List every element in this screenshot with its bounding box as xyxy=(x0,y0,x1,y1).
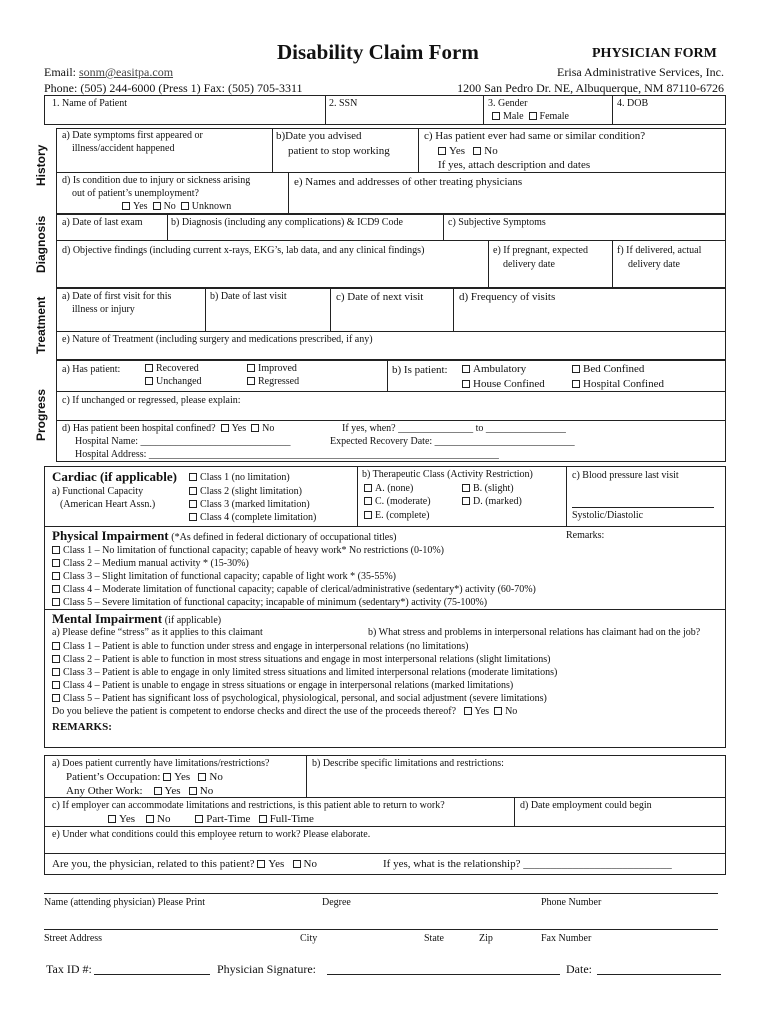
history-d-label: d) Is condition due to injury or sickness arising xyxy=(62,175,251,186)
progress-d-label: d) Has patient been hospital confined? xyxy=(62,423,216,434)
house-confined-label: House Confined xyxy=(473,378,545,390)
related-no-label: No xyxy=(303,858,317,870)
history-d-no-checkbox[interactable] xyxy=(153,202,161,210)
progress-d-line xyxy=(62,423,274,435)
physical-class5-label: Class 5 – Severe limitation of functional capacity; incapable of minimum (sedentary*) activity (75-100%) xyxy=(63,597,488,608)
tax-id-line[interactable] xyxy=(94,974,210,975)
email-label: Email: xyxy=(44,65,76,79)
if-yes-when-field[interactable]: If yes, when? _______________ to ________________ xyxy=(342,423,566,434)
patient-name-label: 1. Name of Patient xyxy=(52,98,127,109)
history-section-label: History xyxy=(34,144,48,186)
diagnosis-c-label: c) Subjective Symptoms xyxy=(448,217,546,228)
cardiac-class3-checkbox[interactable] xyxy=(189,500,197,508)
recovered-label: Recovered xyxy=(156,363,199,374)
related-label: Are you, the physician, related to this patient? xyxy=(52,858,255,870)
hospital-confined-yes-label: Yes xyxy=(231,423,247,434)
phone-number-label: Phone Number xyxy=(541,897,602,908)
house-confined-checkbox[interactable] xyxy=(462,380,470,388)
company-name: Erisa Administrative Services, Inc. xyxy=(557,65,724,79)
physical-note: (*As defined in federal dictionary of occupational titles) xyxy=(171,532,397,543)
physical-class4-label: Class 4 – Moderate limitation of functional capacity; capable of clerical/administrative (sedentary*) activity (60-70%) xyxy=(63,584,536,595)
competent-label: Do you believe the patient is competent to endorse checks and direct the use of the proceeds thereof? xyxy=(52,706,457,717)
return-no-label: No xyxy=(157,813,171,825)
other-work-label: Any Other Work: xyxy=(66,785,143,797)
cardiac-class1 xyxy=(189,472,290,484)
history-d-unknown-checkbox[interactable] xyxy=(181,202,189,210)
ssn-label: 2. SSN xyxy=(329,98,358,109)
diagnosis-a-label: a) Date of last exam xyxy=(62,217,143,228)
diagnosis-f-label-2: delivery date xyxy=(628,259,680,270)
therapeutic-c-checkbox[interactable] xyxy=(364,497,372,505)
diagnosis-section-label: Diagnosis xyxy=(34,215,48,273)
competent-no-checkbox[interactable] xyxy=(494,707,502,715)
work-a-label: a) Does patient currently have limitations/restrictions? xyxy=(52,758,270,769)
treatment-b-label: b) Date of last visit xyxy=(210,291,287,302)
relationship-field[interactable]: If yes, what is the relationship? ___________________________ xyxy=(383,858,672,870)
physical-class-item xyxy=(52,557,536,570)
competent-yes-checkbox[interactable] xyxy=(464,707,472,715)
gender-options xyxy=(492,111,569,123)
progress-b-options-row2 xyxy=(462,378,664,391)
unchanged-label: Unchanged xyxy=(156,376,202,387)
cardiac-class4-label: Class 4 (complete limitation) xyxy=(200,512,317,523)
cardiac-class4 xyxy=(189,512,316,524)
treatment-section-label: Treatment xyxy=(34,296,48,354)
occupation-no-checkbox[interactable] xyxy=(198,773,206,781)
work-c-label: c) If employer can accommodate limitations and restrictions, is this patient able to return to work? xyxy=(52,800,445,811)
date-line[interactable] xyxy=(597,974,721,975)
mental-b-label: b) What stress and problems in interpersonal relations has claimant had on the job? xyxy=(368,627,701,638)
diagnosis-f-label: f) If delivered, actual xyxy=(617,245,702,256)
history-d-yes-checkbox[interactable] xyxy=(122,202,130,210)
treatment-e-label: e) Nature of Treatment (including surgery and medications prescribed, if any) xyxy=(62,334,373,345)
work-c-options xyxy=(108,813,314,826)
city-label: City xyxy=(300,933,318,944)
cardiac-class2-checkbox[interactable] xyxy=(189,487,197,495)
street-address-label: Street Address xyxy=(44,933,103,944)
treatment-c-label: c) Date of next visit xyxy=(336,291,424,303)
tax-id-label: Tax ID #: xyxy=(46,962,92,976)
mental-class5-checkbox[interactable] xyxy=(52,694,60,702)
occupation-label: Patient’s Occupation: xyxy=(66,771,161,783)
phone-fax-line: Phone: (505) 244-6000 (Press 1) Fax: (505) 705-3311 xyxy=(44,81,303,95)
physical-class-item xyxy=(52,544,536,557)
therapeutic-row1 xyxy=(364,483,514,495)
improved-label: Improved xyxy=(258,363,297,374)
therapeutic-c-label: C. (moderate) xyxy=(375,496,431,507)
ambulatory-checkbox[interactable] xyxy=(462,365,470,373)
cardiac-class3-label: Class 3 (marked limitation) xyxy=(200,499,310,510)
therapeutic-e-label: E. (complete) xyxy=(375,510,430,521)
progress-b-label: b) Is patient: xyxy=(392,364,448,376)
work-e-label: e) Under what conditions could this employee return to work? Please elaborate. xyxy=(52,829,371,840)
gender-label: 3. Gender xyxy=(488,98,528,109)
occupation-line xyxy=(66,771,223,784)
other-work-no-label: No xyxy=(199,785,214,797)
mental-remarks-label: REMARKS: xyxy=(52,721,112,733)
history-d-unknown-label: Unknown xyxy=(191,201,232,212)
history-c-options xyxy=(438,145,498,158)
occupation-yes-label: Yes xyxy=(174,771,191,783)
diagnosis-b-label: b) Diagnosis (including any complications) & ICD9 Code xyxy=(171,217,403,228)
form-title: Disability Claim Form xyxy=(277,40,479,64)
history-c-no-checkbox[interactable] xyxy=(473,147,481,155)
competent-no-label: No xyxy=(505,706,518,717)
mental-class1-checkbox[interactable] xyxy=(52,642,60,650)
cardiac-class1-label: Class 1 (no limitation) xyxy=(200,472,290,483)
related-yes-checkbox[interactable] xyxy=(257,860,265,868)
physical-remarks-label: Remarks: xyxy=(566,530,605,541)
company-address: 1200 San Pedro Dr. NE, Albuquerque, NM 87110-6726 xyxy=(457,81,724,95)
history-c-label: c) Has patient ever had same or similar condition? xyxy=(424,130,646,142)
treatment-d-label: d) Frequency of visits xyxy=(459,291,556,303)
state-label: State xyxy=(424,933,444,944)
hospital-confined-no-checkbox[interactable] xyxy=(251,424,259,432)
therapeutic-b-label: B. (slight) xyxy=(473,483,514,494)
expected-recovery-field[interactable]: Expected Recovery Date: ____________________________ xyxy=(330,436,575,447)
other-work-no-checkbox[interactable] xyxy=(189,787,197,795)
mental-class4-label: Class 4 – Patient is unable to engage in stress situations or engage in interpersonal relations (marked limitations) xyxy=(63,680,514,691)
therapeutic-d-checkbox[interactable] xyxy=(462,497,470,505)
other-work-line xyxy=(66,785,213,798)
history-c-yes-label: Yes xyxy=(449,145,466,157)
mental-title: Mental Impairment xyxy=(52,611,163,626)
diagnosis-d-label: d) Objective findings (including current x-rays, EKG’s, lab data, and any clinical findings) xyxy=(62,245,425,256)
physical-title-line xyxy=(52,528,396,545)
email-link[interactable]: sonm@easitpa.com xyxy=(79,65,174,79)
bed-confined-label: Bed Confined xyxy=(583,363,645,375)
return-no-checkbox[interactable] xyxy=(146,815,154,823)
regressed-checkbox[interactable] xyxy=(247,377,255,385)
competent-question xyxy=(52,705,557,718)
cardiac-class3 xyxy=(189,499,310,511)
therapeutic-b-checkbox[interactable] xyxy=(462,484,470,492)
regressed-label: Regressed xyxy=(258,376,300,387)
hospital-confined-no-label: No xyxy=(262,423,275,434)
therapeutic-d-label: D. (marked) xyxy=(473,496,522,507)
hospital-name-field[interactable]: Hospital Name: ______________________________ xyxy=(75,436,291,447)
diagnosis-e-label: e) If pregnant, expected xyxy=(493,245,588,256)
mental-class-item xyxy=(52,640,557,653)
mental-class-item xyxy=(52,653,557,666)
part-time-label: Part-Time xyxy=(206,813,251,825)
fax-number-label: Fax Number xyxy=(541,933,592,944)
female-checkbox[interactable] xyxy=(529,112,537,120)
mental-class1-label: Class 1 – Patient is able to function under stress and engage in interpersonal relations (no limitations) xyxy=(63,641,469,652)
mental-class-item xyxy=(52,692,557,705)
hospital-confined-label: Hospital Confined xyxy=(583,378,664,390)
blood-pressure-label: c) Blood pressure last visit xyxy=(572,470,679,481)
therapeutic-a-checkbox[interactable] xyxy=(364,484,372,492)
progress-a-options-row1 xyxy=(145,363,297,375)
progress-a-options-row2 xyxy=(145,376,299,388)
physical-class1-label: Class 1 – No limitation of functional capacity; capable of heavy work* No restrictions (0-10%) xyxy=(63,545,445,556)
cardiac-class2-label: Class 2 (slight limitation) xyxy=(200,486,302,497)
cardiac-title: Cardiac (if applicable) xyxy=(52,469,177,484)
therapeutic-row2 xyxy=(364,496,522,508)
mental-note: (if applicable) xyxy=(164,615,222,626)
history-a-label-2: illness/accident happened xyxy=(72,143,175,154)
history-c-note: If yes, attach description and dates xyxy=(438,159,591,171)
related-question xyxy=(52,858,317,871)
mental-class5-label: Class 5 – Patient has significant loss of psychological, physiological, personal, and social adjustment (severe limitations) xyxy=(63,693,547,704)
progress-c-label: c) If unchanged or regressed, please explain: xyxy=(62,395,241,406)
mental-class3-checkbox[interactable] xyxy=(52,668,60,676)
physical-class2-checkbox[interactable] xyxy=(52,559,60,567)
other-work-yes-label: Yes xyxy=(164,785,181,797)
cardiac-class4-checkbox[interactable] xyxy=(189,513,197,521)
return-yes-checkbox[interactable] xyxy=(108,815,116,823)
signature-line[interactable] xyxy=(327,974,560,975)
degree-label: Degree xyxy=(322,897,351,908)
physical-class4-checkbox[interactable] xyxy=(52,585,60,593)
physician-name-label: Name (attending physician) Please Print xyxy=(44,897,206,908)
progress-a-label: a) Has patient: xyxy=(62,364,121,375)
unchanged-checkbox[interactable] xyxy=(145,377,153,385)
male-checkbox[interactable] xyxy=(492,112,500,120)
therapeutic-class-label: b) Therapeutic Class (Activity Restriction) xyxy=(362,469,533,480)
therapeutic-a-label: A. (none) xyxy=(375,483,414,494)
bed-confined-checkbox[interactable] xyxy=(572,365,580,373)
history-c-yes-checkbox[interactable] xyxy=(438,147,446,155)
male-label: Male xyxy=(503,111,524,122)
mental-class2-checkbox[interactable] xyxy=(52,655,60,663)
cardiac-class1-checkbox[interactable] xyxy=(189,473,197,481)
blood-pressure-line[interactable] xyxy=(572,507,714,508)
mental-class2-label: Class 2 – Patient is able to function in most stress situations and engage in most interpersonal relations (slight limitations) xyxy=(63,654,551,665)
history-d-yes-label: Yes xyxy=(133,201,148,212)
functional-capacity-label: a) Functional Capacity xyxy=(52,486,144,497)
physical-class-item xyxy=(52,583,536,596)
progress-section-label: Progress xyxy=(34,388,48,441)
history-b-label: b)Date you advised xyxy=(276,130,362,142)
mental-class-item xyxy=(52,666,557,679)
therapeutic-row3 xyxy=(364,510,429,522)
treatment-a-label: a) Date of first visit for this xyxy=(62,291,172,302)
history-d-options xyxy=(122,201,231,213)
return-yes-label: Yes xyxy=(119,813,136,825)
physical-class2-label: Class 2 – Medium manual activity * (15-30%) xyxy=(63,558,249,569)
email-line xyxy=(44,65,173,79)
occupation-yes-checkbox[interactable] xyxy=(163,773,171,781)
treatment-a-label-2: illness or injury xyxy=(72,304,135,315)
history-e-label: e) Names and addresses of other treating physicians xyxy=(294,176,523,188)
address-line[interactable] xyxy=(44,929,718,930)
mental-class-item xyxy=(52,679,557,692)
physical-class5-checkbox[interactable] xyxy=(52,598,60,606)
progress-b-options-row1 xyxy=(462,363,644,376)
hospital-confined-checkbox[interactable] xyxy=(572,380,580,388)
zip-label: Zip xyxy=(479,933,493,944)
aha-label: (American Heart Assn.) xyxy=(60,499,156,510)
physical-class1-checkbox[interactable] xyxy=(52,546,60,554)
full-time-label: Full-Time xyxy=(269,813,314,825)
history-b-label-2: patient to stop working xyxy=(288,145,390,157)
recovered-checkbox[interactable] xyxy=(145,364,153,372)
dob-label: 4. DOB xyxy=(617,98,649,109)
physical-class3-checkbox[interactable] xyxy=(52,572,60,580)
history-d-no-label: No xyxy=(163,201,176,212)
improved-checkbox[interactable] xyxy=(247,364,255,372)
history-c-no-label: No xyxy=(484,145,498,157)
mental-class3-label: Class 3 – Patient is able to engage in only limited stress situations and limited interpersonal relations (moderate limitations) xyxy=(63,667,558,678)
physician-form-label: PHYSICIAN FORM xyxy=(592,46,717,61)
physician-name-line[interactable] xyxy=(44,893,718,894)
full-time-checkbox[interactable] xyxy=(259,815,267,823)
history-a-label: a) Date symptoms first appeared or xyxy=(62,130,203,141)
female-label: Female xyxy=(539,111,569,122)
cardiac-class2 xyxy=(189,486,302,498)
mental-title-line xyxy=(52,611,221,628)
related-no-checkbox[interactable] xyxy=(293,860,301,868)
physical-class3-label: Class 3 – Slight limitation of functional capacity; capable of light work * (35-55%) xyxy=(63,571,396,582)
history-d-label-2: out of patient’s unemployment? xyxy=(72,188,199,199)
occupation-no-label: No xyxy=(209,771,223,783)
mental-class4-checkbox[interactable] xyxy=(52,681,60,689)
date-label: Date: xyxy=(566,962,592,976)
mental-class-list xyxy=(52,640,557,718)
diagnosis-e-label-2: delivery date xyxy=(503,259,555,270)
systolic-diastolic-label: Systolic/Diastolic xyxy=(572,510,644,521)
part-time-checkbox[interactable] xyxy=(195,815,203,823)
hospital-confined-yes-checkbox[interactable] xyxy=(221,424,229,432)
therapeutic-e-checkbox[interactable] xyxy=(364,511,372,519)
physical-class-item xyxy=(52,596,536,609)
mental-a-label: a) Please define “stress” as it applies to this claimant xyxy=(52,627,263,638)
work-b-label: b) Describe specific limitations and restrictions: xyxy=(312,758,504,769)
ambulatory-label: Ambulatory xyxy=(473,363,527,375)
other-work-yes-checkbox[interactable] xyxy=(154,787,162,795)
work-d-label: d) Date employment could begin xyxy=(520,800,652,811)
hospital-address-field[interactable]: Hospital Address: ______________________________________________________________________ xyxy=(75,449,499,460)
physical-class-item xyxy=(52,570,536,583)
physical-title: Physical Impairment xyxy=(52,528,169,543)
related-yes-label: Yes xyxy=(268,858,285,870)
competent-yes-label: Yes xyxy=(474,706,490,717)
physical-class-list xyxy=(52,544,536,609)
signature-label: Physician Signature: xyxy=(217,962,316,976)
